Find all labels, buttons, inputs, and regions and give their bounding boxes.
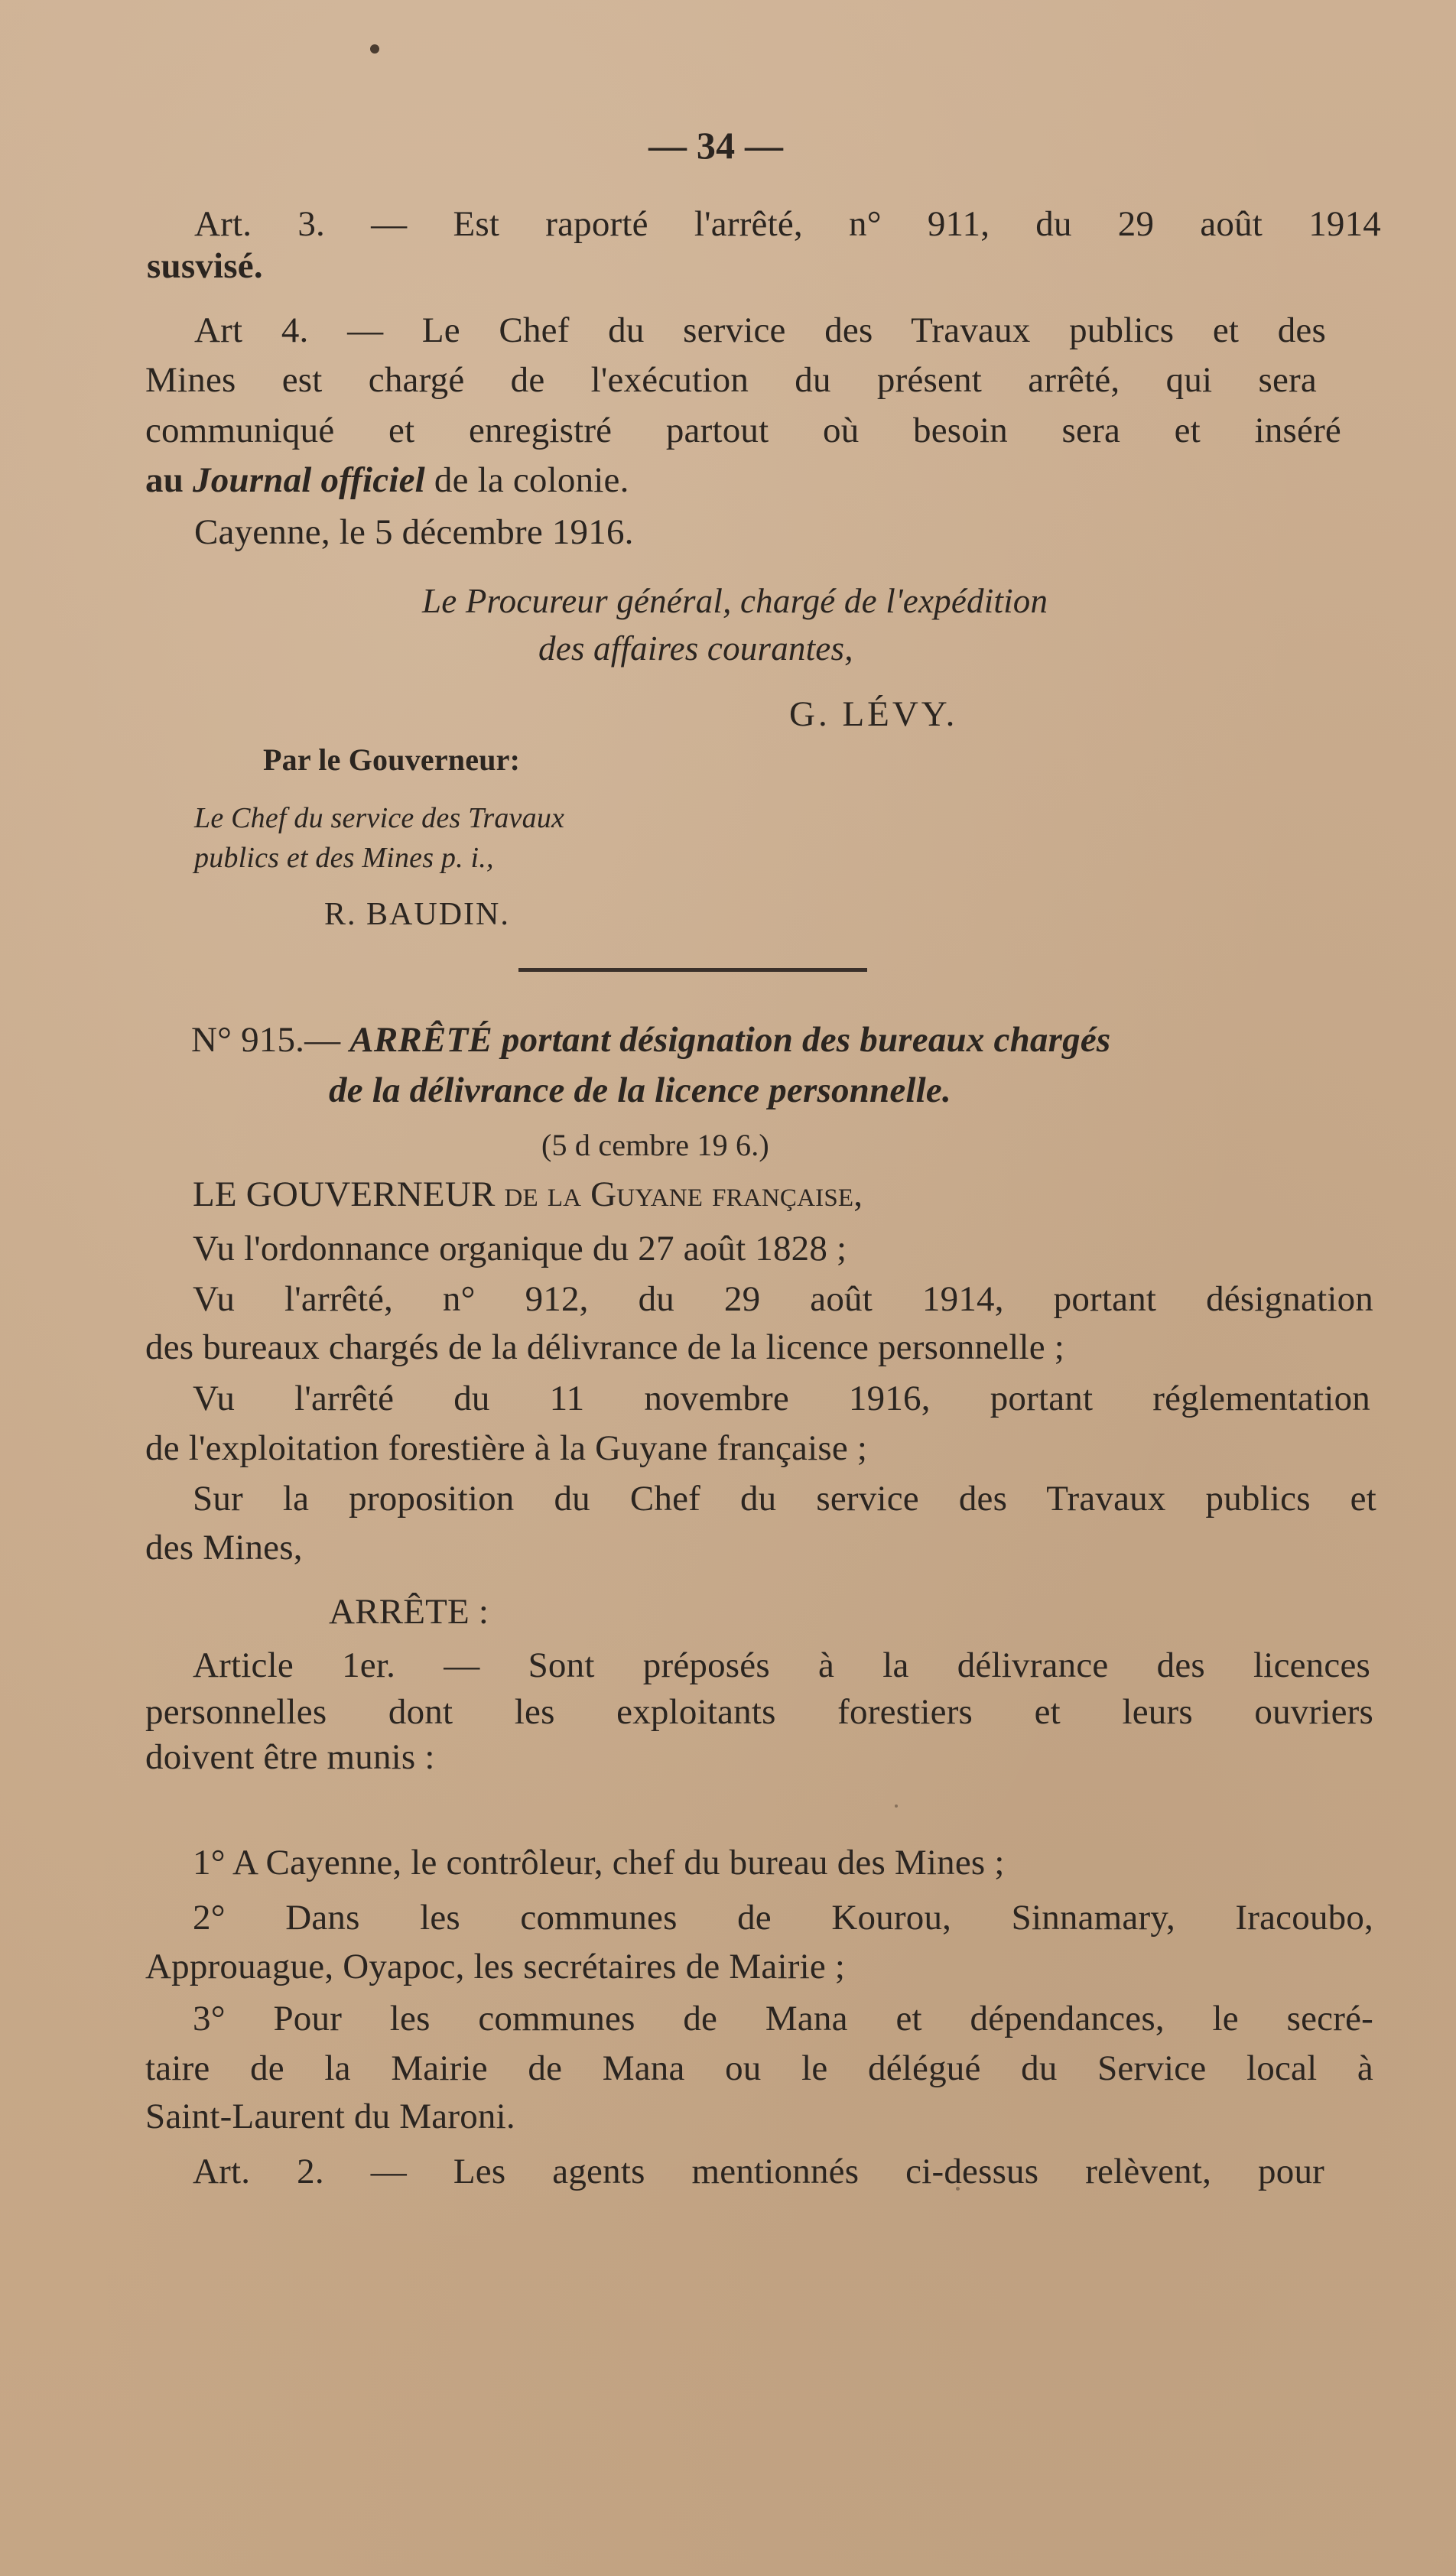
procureur-title-1: Le Procureur général, chargé de l'expédition [422,582,1048,620]
article-1-line-3: doivent être munis : [145,1737,435,1777]
art4-line-2: Mines est chargé de l'exécution du présent arrêté, qui sera [145,360,1317,400]
arrete-title-text: ARRÊTÉ portant désignation des bureaux chargés [349,1020,1111,1060]
vu-1: Vu l'ordonnance organique du 27 août 1828 ; [193,1229,847,1269]
chef-title-1: Le Chef du service des Travaux [194,802,565,834]
ink-speck [370,44,379,54]
par-le-gouverneur: Par le Gouverneur: [263,742,521,777]
art4-line-1: Art 4. — Le Chef du service des Travaux publics et des [194,310,1326,350]
art3-line-2: susvisé. [147,246,263,286]
item-1: 1° A Cayenne, le contrôleur, chef du bureau des Mines ; [193,1843,1005,1882]
vu-2-line-1: Vu l'arrêté, n° 912, du 29 août 1914, portant désignation [193,1279,1373,1319]
procureur-title-2: des affaires courantes, [538,629,853,668]
article-1-line-2: personnelles dont les exploitants forestiers et leurs ouvriers [145,1692,1373,1732]
vu-3-line-2: de l'exploitation forestière à la Guyane française ; [145,1428,868,1468]
arrete-heading: ARRÊTE : [329,1592,489,1632]
cayenne-date: Cayenne, le 5 décembre 1916. [194,512,634,552]
item-3-line-3: Saint-Laurent du Maroni. [145,2097,515,2136]
arrete-title-line-2: de la délivrance de la licence personnelle. [329,1070,951,1110]
ink-speck [895,1804,898,1808]
chef-name: R. BAUDIN. [324,897,510,932]
vu-2-line-2: des bureaux chargés de la délivrance de la licence personnelle ; [145,1327,1065,1367]
art4-line-4 [145,459,629,502]
article-1-line-1: Article 1er. — Sont préposés à la délivrance des licences [193,1645,1370,1685]
page-number: — 34 — [648,124,784,167]
item-3-line-1: 3° Pour les communes de Mana et dépendances, le secré- [193,1999,1373,2038]
sur-proposition-line-1: Sur la proposition du Chef du service des Travaux publics et [193,1479,1376,1519]
art4-line-3: communiqué et enregistré partout où besoin sera et inséré [145,411,1341,450]
arrete-date: (5 d cembre 19 6.) [541,1128,769,1162]
item-2-line-2: Approuague, Oyapoc, les secrétaires de Mairie ; [145,1947,846,1986]
procureur-name: G. LÉVY. [789,694,958,734]
journal-officiel: Journal officiel [193,460,425,500]
item-3-line-2: taire de la Mairie de Mana ou le délégué du Service local à [145,2048,1373,2088]
arrete-title-line-1 [191,1018,1110,1061]
le-gouverneur: LE GOUVERNEUR de la Guyane française, [193,1174,863,1214]
sur-proposition-line-2: des Mines, [145,1528,303,1567]
article-2-line-1: Art. 2. — Les agents mentionnés ci-dessus relèvent, pour [193,2152,1324,2191]
chef-title-2: publics et des Mines p. i., [194,842,494,874]
item-2-line-1: 2° Dans les communes de Kourou, Sinnamary, Iracoubo, [193,1898,1373,1938]
arrete-number: N° 915.— [191,1020,341,1060]
section-divider [518,968,867,972]
art4-line-4-end: de la colonie. [434,460,629,500]
vu-3-line-1: Vu l'arrêté du 11 novembre 1916, portant réglementation [193,1379,1370,1418]
art4-line-4-start: au [145,460,184,500]
art3-line-1: Art. 3. — Est raporté l'arrêté, n° 911, du 29 août 1914 [194,204,1381,244]
